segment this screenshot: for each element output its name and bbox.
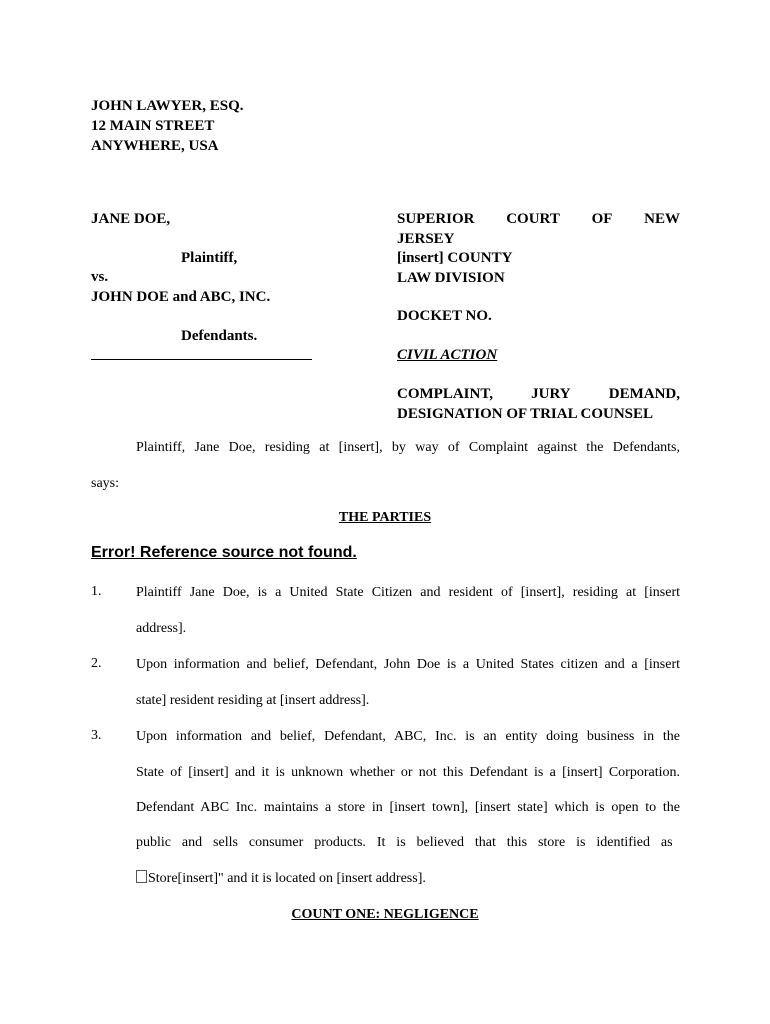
court-line-2: JERSEY: [397, 230, 455, 247]
document-title: [397, 385, 680, 424]
division-line: LAW DIVISION: [397, 269, 505, 286]
paragraph-2-line-1: Upon information and belief, Defendant, John Doe is a United States citizen and a [insert: [136, 657, 680, 672]
paragraph-number: 2.: [91, 656, 102, 671]
doc-title-word: DEMAND,: [608, 386, 680, 402]
defendants-role: Defendants.: [181, 328, 258, 344]
court-word: NEW: [644, 211, 680, 227]
paragraph-1-line-2: address].: [136, 621, 187, 636]
doc-title-line-2: DESIGNATION OF TRIAL COUNSEL: [397, 405, 654, 422]
intro-line-2: says:: [91, 476, 119, 491]
doc-title-word: JURY: [531, 386, 571, 402]
intro-text: [136, 439, 680, 457]
court-word: OF: [591, 211, 613, 227]
error-heading: Error! Reference source not found.: [91, 544, 357, 561]
court-word: COURT: [506, 211, 560, 227]
paragraph-3-line-3: Defendant ABC Inc. maintains a store in [insert town], [insert state] which is open to the: [136, 800, 680, 815]
docket-label: DOCKET NO.: [397, 308, 492, 324]
county-line: [insert] COUNTY: [397, 250, 513, 266]
paragraph-number: 3.: [91, 728, 102, 743]
defendants-names: JOHN DOE and ABC, INC.: [91, 289, 271, 305]
attorney-street: 12 MAIN STREET: [91, 118, 215, 134]
caption-signature-line: [91, 359, 312, 360]
court-line-1: [397, 210, 680, 230]
intro-text-content: Plaintiff, Jane Doe, residing at [insert], by way of Complaint against the Defendants,: [136, 440, 680, 455]
court-word: SUPERIOR: [397, 211, 475, 227]
action-type: CIVIL ACTION: [397, 347, 498, 363]
plaintiff-name: JANE DOE,: [91, 211, 171, 227]
missing-glyph-box: [136, 870, 147, 883]
paragraph-2-line-2: state] resident residing at [insert address].: [136, 693, 370, 708]
paragraph-3-line-4: public and sells consumer products. It is believed that this store is identified as: [136, 835, 673, 850]
attorney-city: ANYWHERE, USA: [91, 138, 219, 154]
paragraph-number: 1.: [91, 584, 102, 599]
doc-title-word: COMPLAINT,: [397, 386, 493, 402]
doc-title-line-1: [397, 385, 680, 405]
paragraph-3-line-2: State of [insert] and it is unknown whether or not this Defendant is a [insert] Corporation.: [136, 765, 680, 780]
court-block: [397, 210, 680, 288]
attorney-block: [91, 96, 244, 156]
plaintiff-role: Plaintiff,: [181, 250, 238, 266]
versus-label: vs.: [91, 269, 109, 285]
section-heading-count-one: COUNT ONE: NEGLIGENCE: [291, 907, 479, 922]
section-heading-parties: THE PARTIES: [338, 510, 432, 525]
paragraph-3-line-5: [136, 870, 426, 888]
paragraph-3-line-1: Upon information and belief, Defendant, ABC, Inc. is an entity doing business in the: [136, 729, 680, 744]
paragraph-1-line-1: Plaintiff Jane Doe, is a United State Citizen and resident of [insert], residing at [insert: [136, 585, 680, 600]
attorney-name: JOHN LAWYER, ESQ.: [91, 98, 244, 114]
paragraph-3-line-5-text: Store[insert]" and it is located on [insert address].: [148, 871, 426, 886]
intro-line-1: [136, 439, 680, 457]
